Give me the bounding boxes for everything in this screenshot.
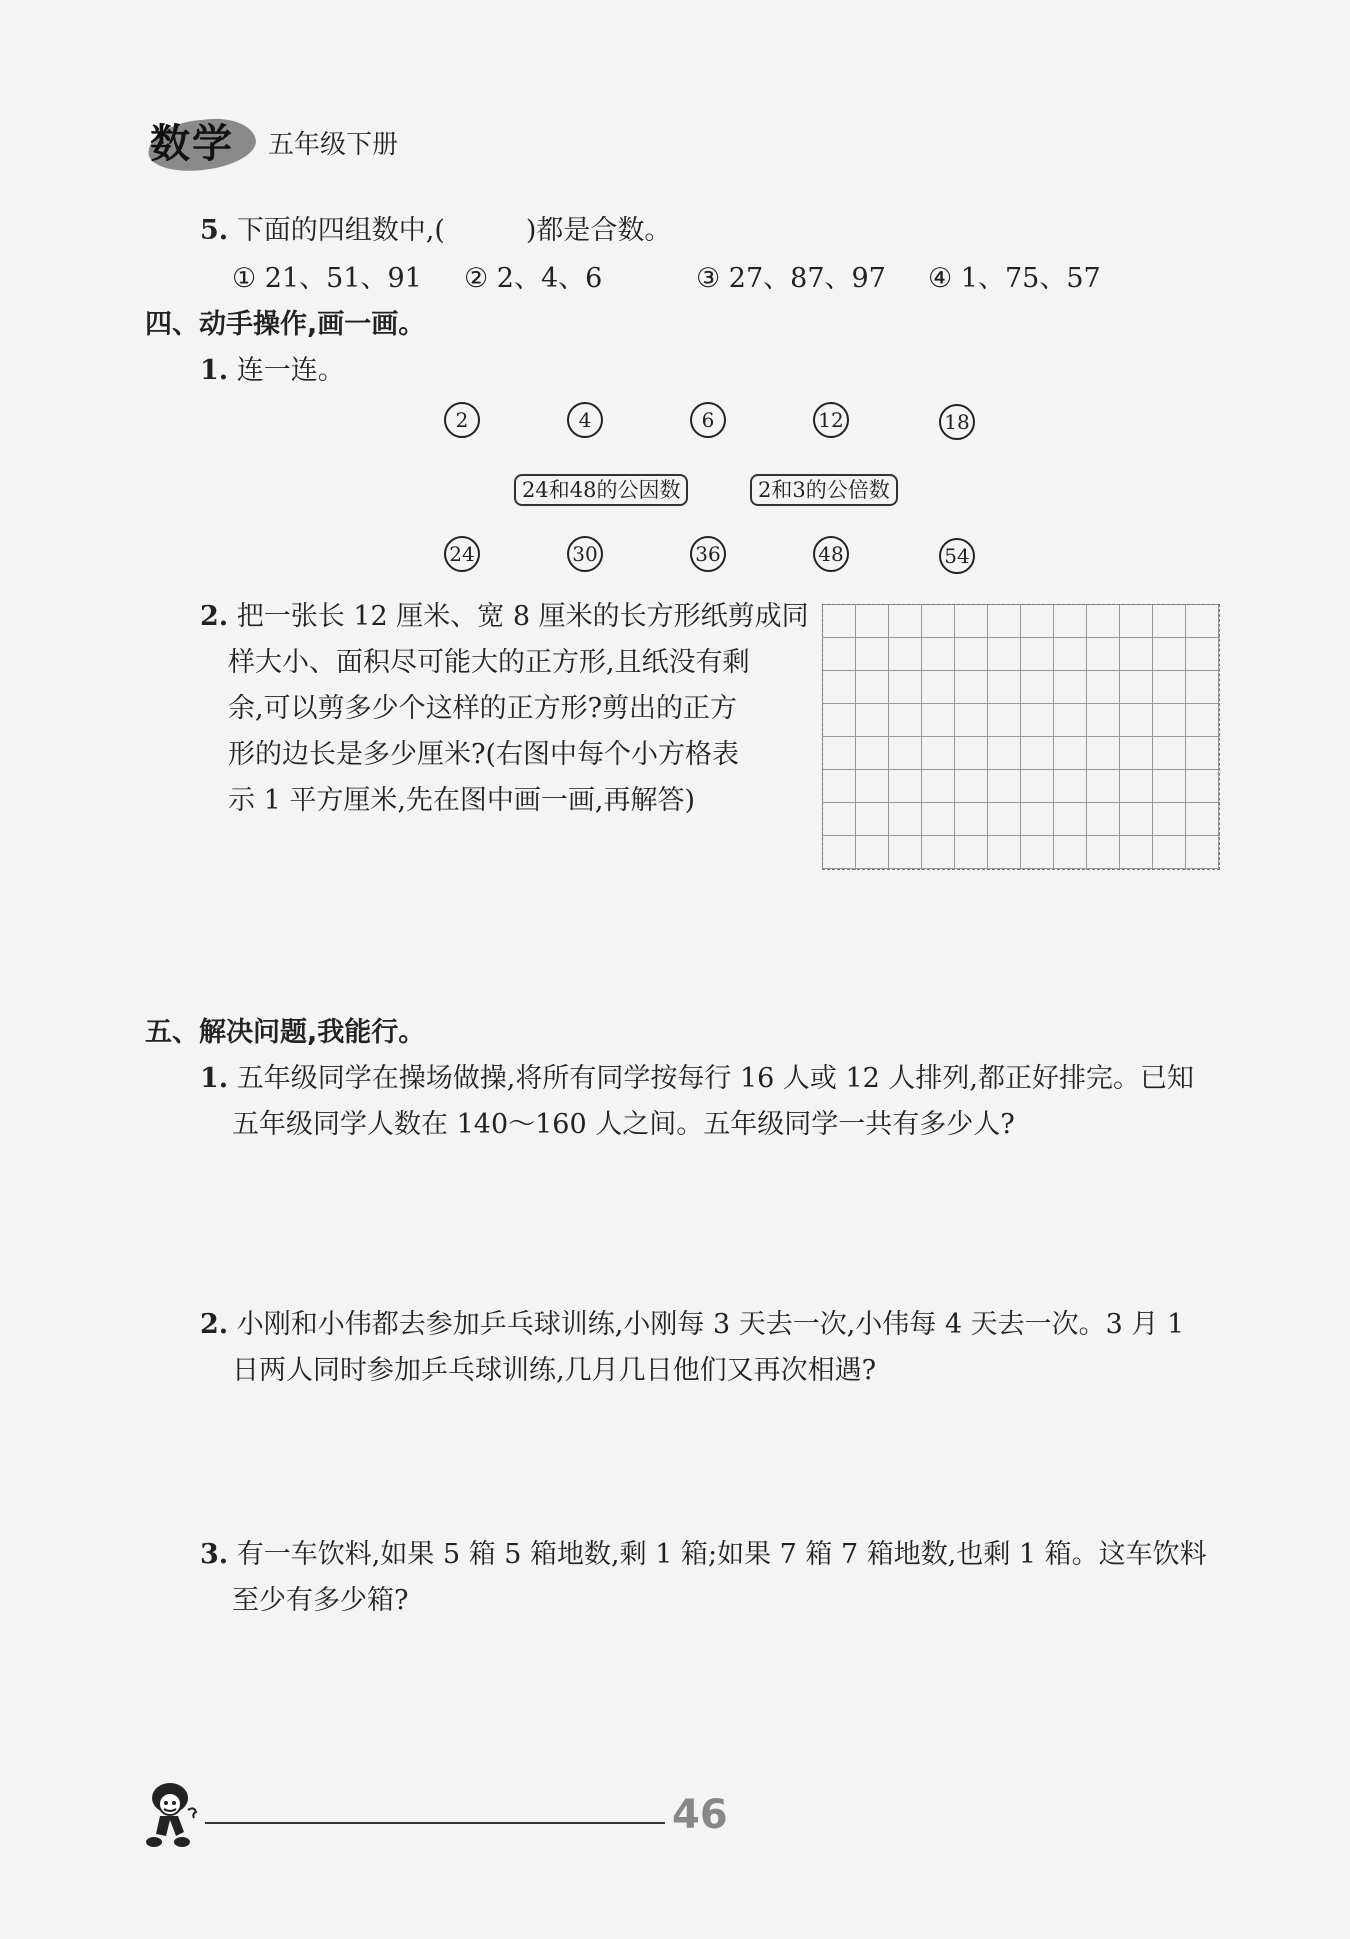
question-number: 2. [200,1309,229,1340]
s5-question-3 [200,1532,1207,1578]
question-text: 下面的四组数中,( )都是合数。 [236,215,672,246]
question-text: 示 1 平方厘米,先在图中画一画,再解答) [228,785,696,816]
drawing-grid[interactable] [822,604,1220,870]
question-5 [200,208,671,254]
page-number: 46 [672,1792,728,1838]
s5-question-1 [200,1056,1194,1102]
question-text: 形的边长是多少厘米?(右图中每个小方格表 [228,739,740,770]
question-text: 有一车饮料,如果 5 箱 5 箱地数,剩 1 箱;如果 7 箱 7 箱地数,也剩 1 箱。这车饮料 [236,1539,1207,1570]
footer-rule [205,1822,665,1824]
question-text: 五年级同学人数在 140～160 人之间。五年级同学一共有多少人? [232,1109,1015,1140]
question-text: 把一张长 12 厘米、宽 8 厘米的长方形纸剪成同 [236,601,809,632]
option-1: ① 21、51、91 [232,263,422,294]
question-text: 小刚和小伟都去参加乒乓球训练,小刚每 3 天去一次,小伟每 4 天去一次。3 月 1 [236,1309,1185,1340]
option-4: ④ 1、75、57 [928,263,1101,294]
question-number: 2. [200,601,229,632]
option-3: ③ 27、87、97 [696,263,886,294]
number-circle[interactable]: 6 [690,402,726,438]
number-circle[interactable]: 18 [939,404,975,440]
s5-question-2 [200,1302,1184,1348]
cartoon-mascot-icon [140,1780,202,1852]
option-2: ② 2、4、6 [464,263,603,294]
question-number: 1. [200,1063,229,1094]
number-circle[interactable]: 48 [813,536,849,572]
section-4-title: 四、动手操作,画一画。 [145,309,426,340]
grade-label: 五年级下册 [268,130,399,160]
s4-question-1 [200,348,345,394]
question-text: 样大小、面积尽可能大的正方形,且纸没有剩 [228,647,750,678]
number-circle[interactable]: 30 [567,536,603,572]
number-circle[interactable]: 2 [444,402,480,438]
question-text: 五年级同学在操场做操,将所有同学按每行 16 人或 12 人排列,都正好排完。已知 [236,1063,1194,1094]
question-number: 5. [200,215,229,246]
question-text: 日两人同时参加乒乓球训练,几月几日他们又再次相遇? [232,1355,877,1386]
question-text: 余,可以剪多少个这样的正方形?剪出的正方 [228,693,738,724]
question-text: 连一连。 [236,355,345,386]
s4-question-2-line [200,594,809,640]
number-circle[interactable]: 12 [813,402,849,438]
subject-title: 数学 [150,121,234,167]
number-circle[interactable]: 24 [444,536,480,572]
number-circle[interactable]: 36 [690,536,726,572]
question-number: 1. [200,355,229,386]
tag-common-factors[interactable]: 24和48的公因数 [514,474,688,506]
number-circle[interactable]: 4 [567,402,603,438]
section-5-title: 五、解决问题,我能行。 [145,1017,426,1048]
tag-common-multiples[interactable]: 2和3的公倍数 [750,474,898,506]
question-number: 3. [200,1539,229,1570]
number-circle[interactable]: 54 [939,538,975,574]
question-text: 至少有多少箱? [232,1585,409,1616]
